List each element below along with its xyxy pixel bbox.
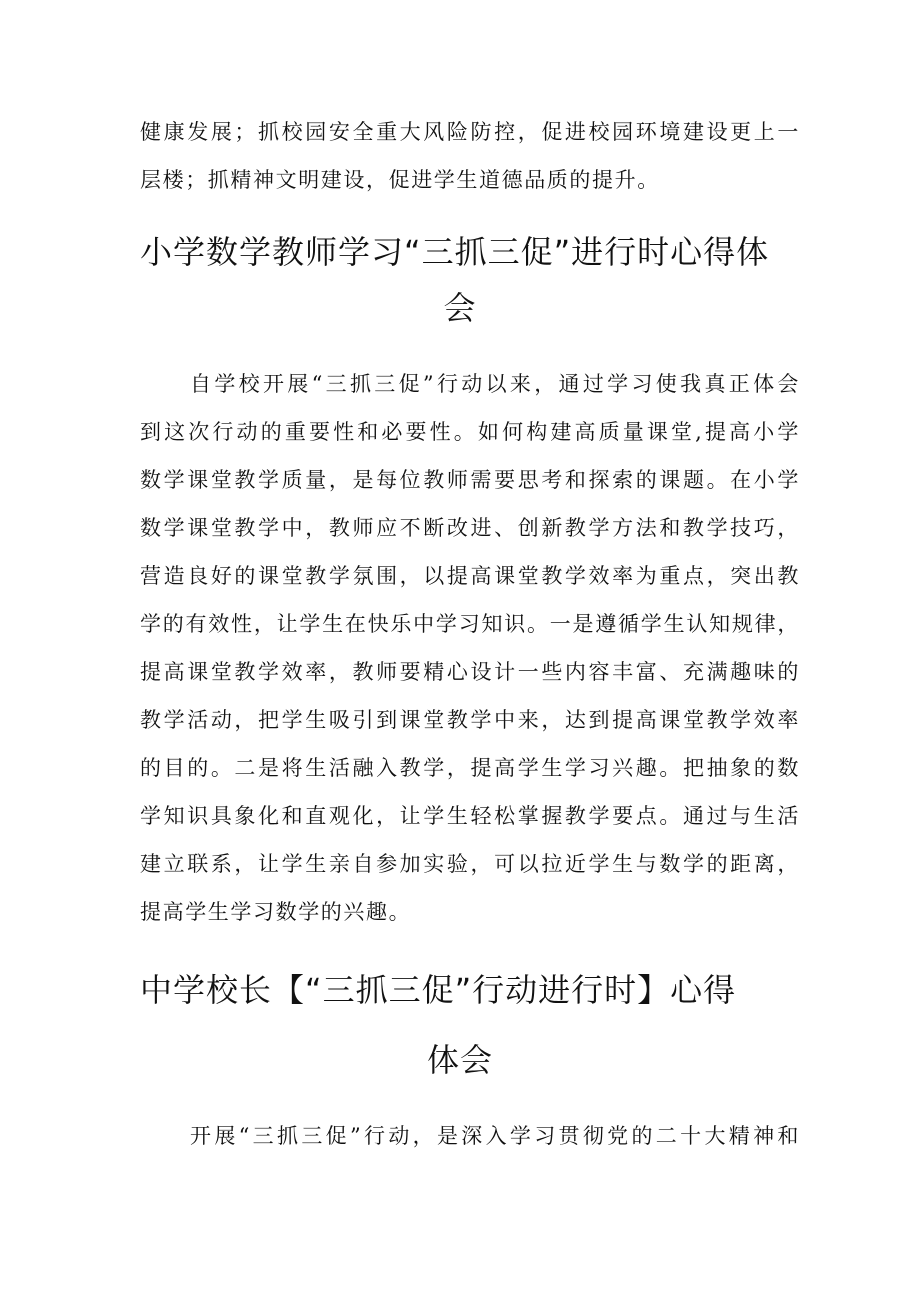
section-title: 体会 xyxy=(426,1041,493,1079)
paragraph-line: 数学课堂教学质量，是每位教师需要思考和探索的课题。在小学 xyxy=(140,468,800,492)
paragraph-line: 自学校开展“三抓三促”行动以来，通过学习使我真正体会 xyxy=(190,372,800,396)
section-title: 小学数学教师学习“三抓三促”进行时心得体 xyxy=(140,233,770,271)
paragraph-line: 学知识具象化和直观化，让学生轻松掌握教学要点。通过与生活 xyxy=(140,804,800,828)
paragraph-line: 教学活动，把学生吸引到课堂教学中来，达到提高课堂教学效率 xyxy=(140,708,800,732)
paragraph-line: 层楼；抓精神文明建设，促进学生道德品质的提升。 xyxy=(140,168,660,192)
paragraph-line: 营造良好的课堂教学氛围，以提高课堂教学效率为重点，突出教 xyxy=(140,564,800,588)
paragraph-line: 的目的。二是将生活融入教学，提高学生学习兴趣。把抽象的数 xyxy=(140,756,800,780)
paragraph-line: 数学课堂教学中，教师应不断改进、创新教学方法和教学技巧， xyxy=(140,516,800,540)
section-title: 会 xyxy=(443,289,477,327)
paragraph-line: 健康发展；抓校园安全重大风险防控，促进校园环境建设更上一 xyxy=(140,120,800,144)
paragraph-line: 建立联系，让学生亲自参加实验，可以拉近学生与数学的距离， xyxy=(140,852,800,876)
paragraph-line: 学的有效性，让学生在快乐中学习知识。一是遵循学生认知规律， xyxy=(140,612,800,636)
section-title: 中学校长【“三抓三促”行动进行时】心得 xyxy=(140,971,737,1009)
paragraph-line: 提高学生学习数学的兴趣。 xyxy=(140,900,412,924)
paragraph-line: 到这次行动的重要性和必要性。如何构建高质量课堂,提高小学 xyxy=(140,420,800,444)
paragraph-line: 提高课堂教学效率，教师要精心设计一些内容丰富、充满趣味的 xyxy=(140,660,800,684)
paragraph-line: 开展“三抓三促”行动，是深入学习贯彻党的二十大精神和 xyxy=(190,1124,800,1148)
